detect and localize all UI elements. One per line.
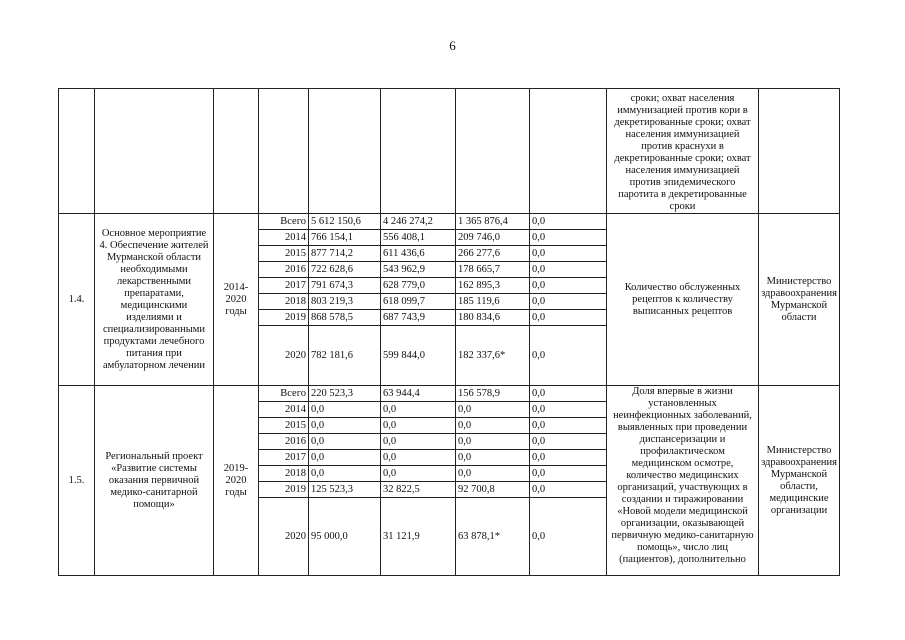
finance-year: 2016 bbox=[259, 262, 309, 278]
finance-mb: 0,0 bbox=[530, 294, 607, 310]
empty-cell bbox=[259, 89, 309, 214]
finance-year: Всего bbox=[259, 214, 309, 230]
continuation-indicator: сроки; охват населения иммунизацией против кори в декретированные сроки; охват населения иммунизацией против краснухи в декретированные сроки; охват населения иммунизацией против эпидемического паротита в декретированные сроки bbox=[607, 89, 759, 214]
finance-total: 722 628,6 bbox=[309, 262, 381, 278]
finance-ob: 4 246 274,2 bbox=[381, 214, 456, 230]
finance-total: 782 181,6 bbox=[309, 326, 381, 386]
finance-year: 2017 bbox=[259, 278, 309, 294]
finance-mb: 0,0 bbox=[530, 214, 607, 230]
finance-fb: 0,0 bbox=[456, 418, 530, 434]
finance-mb: 0,0 bbox=[530, 246, 607, 262]
item-number: 1.4. bbox=[59, 214, 95, 386]
finance-year: 2015 bbox=[259, 246, 309, 262]
finance-total: 95 000,0 bbox=[309, 498, 381, 576]
finance-fb: 209 746,0 bbox=[456, 230, 530, 246]
finance-total: 0,0 bbox=[309, 418, 381, 434]
item-executor: Министерство здравоохранения Мурманской области, медицинские организации bbox=[759, 386, 840, 576]
finance-year: 2020 bbox=[259, 326, 309, 386]
item-name: Основное мероприятие 4. Обеспечение жителей Мурманской области необходимыми лекарственными препаратами, медицинскими изделиями и специализированными продуктами лечебного питания при амбулаторном лечении bbox=[95, 214, 214, 386]
item-number: 1.5. bbox=[59, 386, 95, 576]
item-name: Региональный проект «Развитие системы оказания первичной медико-санитарной помощи» bbox=[95, 386, 214, 576]
finance-fb: 180 834,6 bbox=[456, 310, 530, 326]
item-indicator: Доля впервые в жизни установленных неинфекционных заболеваний, выявленных при проведении диспансеризации и профилактическом медицинском осмотре, количество медицинских организаций, участвующих в создании и тиражировании «Новой модели медицинской организации, оказывающей первичную медико-санитарную помощь», число лиц (пациентов), дополнительно bbox=[607, 386, 759, 576]
finance-fb: 1 365 876,4 bbox=[456, 214, 530, 230]
item-period: 2014-2020 годы bbox=[214, 214, 259, 386]
finance-total: 5 612 150,6 bbox=[309, 214, 381, 230]
finance-row bbox=[59, 386, 840, 402]
finance-ob: 0,0 bbox=[381, 402, 456, 418]
finance-ob: 618 099,7 bbox=[381, 294, 456, 310]
finance-row bbox=[59, 214, 840, 230]
finance-ob: 0,0 bbox=[381, 450, 456, 466]
continuation-row bbox=[59, 89, 840, 214]
finance-total: 791 674,3 bbox=[309, 278, 381, 294]
finance-year: 2019 bbox=[259, 310, 309, 326]
finance-year: 2017 bbox=[259, 450, 309, 466]
finance-mb: 0,0 bbox=[530, 434, 607, 450]
finance-total: 125 523,3 bbox=[309, 482, 381, 498]
finance-total: 0,0 bbox=[309, 434, 381, 450]
finance-ob: 63 944,4 bbox=[381, 386, 456, 402]
empty-cell bbox=[59, 89, 95, 214]
finance-fb: 266 277,6 bbox=[456, 246, 530, 262]
finance-year: 2014 bbox=[259, 402, 309, 418]
item-executor: Министерство здравоохранения Мурманской области bbox=[759, 214, 840, 386]
finance-total: 766 154,1 bbox=[309, 230, 381, 246]
finance-ob: 0,0 bbox=[381, 434, 456, 450]
finance-year: 2014 bbox=[259, 230, 309, 246]
finance-mb: 0,0 bbox=[530, 482, 607, 498]
finance-year: 2015 bbox=[259, 418, 309, 434]
finance-mb: 0,0 bbox=[530, 278, 607, 294]
finance-ob: 687 743,9 bbox=[381, 310, 456, 326]
finance-mb: 0,0 bbox=[530, 326, 607, 386]
finance-ob: 543 962,9 bbox=[381, 262, 456, 278]
finance-mb: 0,0 bbox=[530, 230, 607, 246]
finance-ob: 599 844,0 bbox=[381, 326, 456, 386]
finance-year: 2018 bbox=[259, 294, 309, 310]
finance-total: 803 219,3 bbox=[309, 294, 381, 310]
finance-total: 0,0 bbox=[309, 466, 381, 482]
finance-fb: 185 119,6 bbox=[456, 294, 530, 310]
finance-mb: 0,0 bbox=[530, 310, 607, 326]
empty-cell bbox=[309, 89, 381, 214]
finance-ob: 0,0 bbox=[381, 466, 456, 482]
finance-ob: 31 121,9 bbox=[381, 498, 456, 576]
finance-ob: 628 779,0 bbox=[381, 278, 456, 294]
finance-ob: 32 822,5 bbox=[381, 482, 456, 498]
program-table bbox=[58, 88, 840, 576]
finance-fb: 0,0 bbox=[456, 434, 530, 450]
finance-fb: 92 700,8 bbox=[456, 482, 530, 498]
finance-fb: 156 578,9 bbox=[456, 386, 530, 402]
finance-ob: 611 436,6 bbox=[381, 246, 456, 262]
finance-year: 2016 bbox=[259, 434, 309, 450]
finance-year: 2019 bbox=[259, 482, 309, 498]
empty-cell bbox=[759, 89, 840, 214]
finance-year: 2020 bbox=[259, 498, 309, 576]
finance-total: 877 714,2 bbox=[309, 246, 381, 262]
finance-total: 220 523,3 bbox=[309, 386, 381, 402]
finance-mb: 0,0 bbox=[530, 498, 607, 576]
finance-fb: 0,0 bbox=[456, 466, 530, 482]
finance-fb: 178 665,7 bbox=[456, 262, 530, 278]
finance-fb: 182 337,6* bbox=[456, 326, 530, 386]
item-period: 2019-2020 годы bbox=[214, 386, 259, 576]
empty-cell bbox=[95, 89, 214, 214]
finance-mb: 0,0 bbox=[530, 450, 607, 466]
finance-ob: 556 408,1 bbox=[381, 230, 456, 246]
finance-fb: 0,0 bbox=[456, 450, 530, 466]
finance-mb: 0,0 bbox=[530, 418, 607, 434]
empty-cell bbox=[214, 89, 259, 214]
finance-year: 2018 bbox=[259, 466, 309, 482]
finance-mb: 0,0 bbox=[530, 466, 607, 482]
finance-fb: 162 895,3 bbox=[456, 278, 530, 294]
finance-total: 0,0 bbox=[309, 402, 381, 418]
finance-total: 868 578,5 bbox=[309, 310, 381, 326]
empty-cell bbox=[381, 89, 456, 214]
finance-fb: 0,0 bbox=[456, 402, 530, 418]
finance-fb: 63 878,1* bbox=[456, 498, 530, 576]
empty-cell bbox=[530, 89, 607, 214]
item-indicator: Количество обслуженных рецептов к количеству выписанных рецептов bbox=[607, 214, 759, 386]
finance-mb: 0,0 bbox=[530, 262, 607, 278]
finance-year: Всего bbox=[259, 386, 309, 402]
finance-mb: 0,0 bbox=[530, 386, 607, 402]
finance-ob: 0,0 bbox=[381, 418, 456, 434]
finance-total: 0,0 bbox=[309, 450, 381, 466]
empty-cell bbox=[456, 89, 530, 214]
page-number: 6 bbox=[449, 38, 456, 53]
finance-mb: 0,0 bbox=[530, 402, 607, 418]
